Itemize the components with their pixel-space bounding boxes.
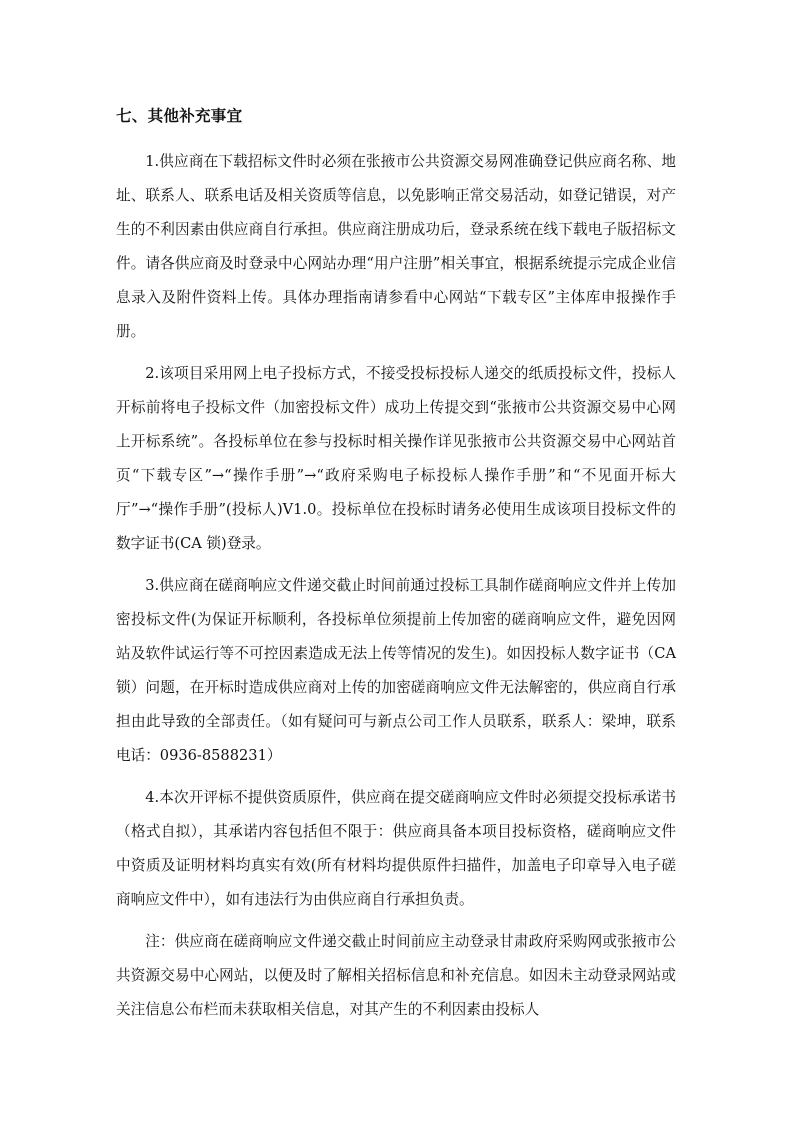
paragraph-note: 注：供应商在磋商响应文件递交截止时间前应主动登录甘肃政府采购网或张掖市公共资源交易中心网站，以便及时了解相关招标信息和补充信息。如因未主动登录网站或关注信息公布栏而未获取相关信息，对其产生的不利因素由投标人 [116, 933, 676, 1018]
paragraph-4-commitment-letter: 4.本次开评标不提供资质原件，供应商在提交磋商响应文件时必须提交投标承诺书（格式自拟），其承诺内容包括但不限于：供应商具备本项目投标资格，磋商响应文件中资质及证明材料均真实有效(所有材料均提供原件扫描件，加盖电子印章导入电子磋商响应文件中），如有违法行为由供应商自行承担负责。 [116, 789, 676, 908]
document-body [116, 99, 676, 1035]
section-heading: 七、其他补充事宜 [116, 106, 243, 125]
paragraph-3-encrypted-upload: 3.供应商在磋商响应文件递交截止时间前通过投标工具制作磋商响应文件并上传加密投标文件(为保证开标顺利，各投标单位须提前上传加密的磋商响应文件，避免因网站及软件试运行等不可控因素造成无法上传等情况的发生)。如因投标人数字证书（CA 锁）问题，在开标时造成供应商对上传的加密磋商响应文件无法解密的，供应商自行承担由此导致的全部责任。（如有疑问可与新点公司工作人员联系，联系人：梁坤，联系电话：0936-8588231） [116, 577, 676, 764]
paragraph-2-electronic-bidding: 2.该项目采用网上电子投标方式，不接受投标投标人递交的纸质投标文件，投标人开标前将电子投标文件（加密投标文件）成功上传提交到“张掖市公共资源交易中心网上开标系统”。各投标单位在参与投标时相关操作详见张掖市公共资源交易中心网站首页“下载专区”→“操作手册”→“政府采购电子标投标人操作手册”和“不见面开标大厅”→“操作手册”(投标人)V1.0。投标单位在投标时请务必使用生成该项目投标文件的数字证书(CA 锁)登录。 [116, 365, 676, 552]
paragraph-1-supplier-registration: 1.供应商在下载招标文件时必须在张掖市公共资源交易网准确登记供应商名称、地址、联系人、联系电话及相关资质等信息，以免影响正常交易活动，如登记错误，对产生的不利因素由供应商自行承担。供应商注册成功后，登录系统在线下载电子版招标文件。请各供应商及时登录中心网站办理“用户注册”相关事宜，根据系统提示完成企业信息录入及附件资料上传。具体办理指南请参看中心网站“下载专区”主体库申报操作手册。 [116, 153, 676, 340]
